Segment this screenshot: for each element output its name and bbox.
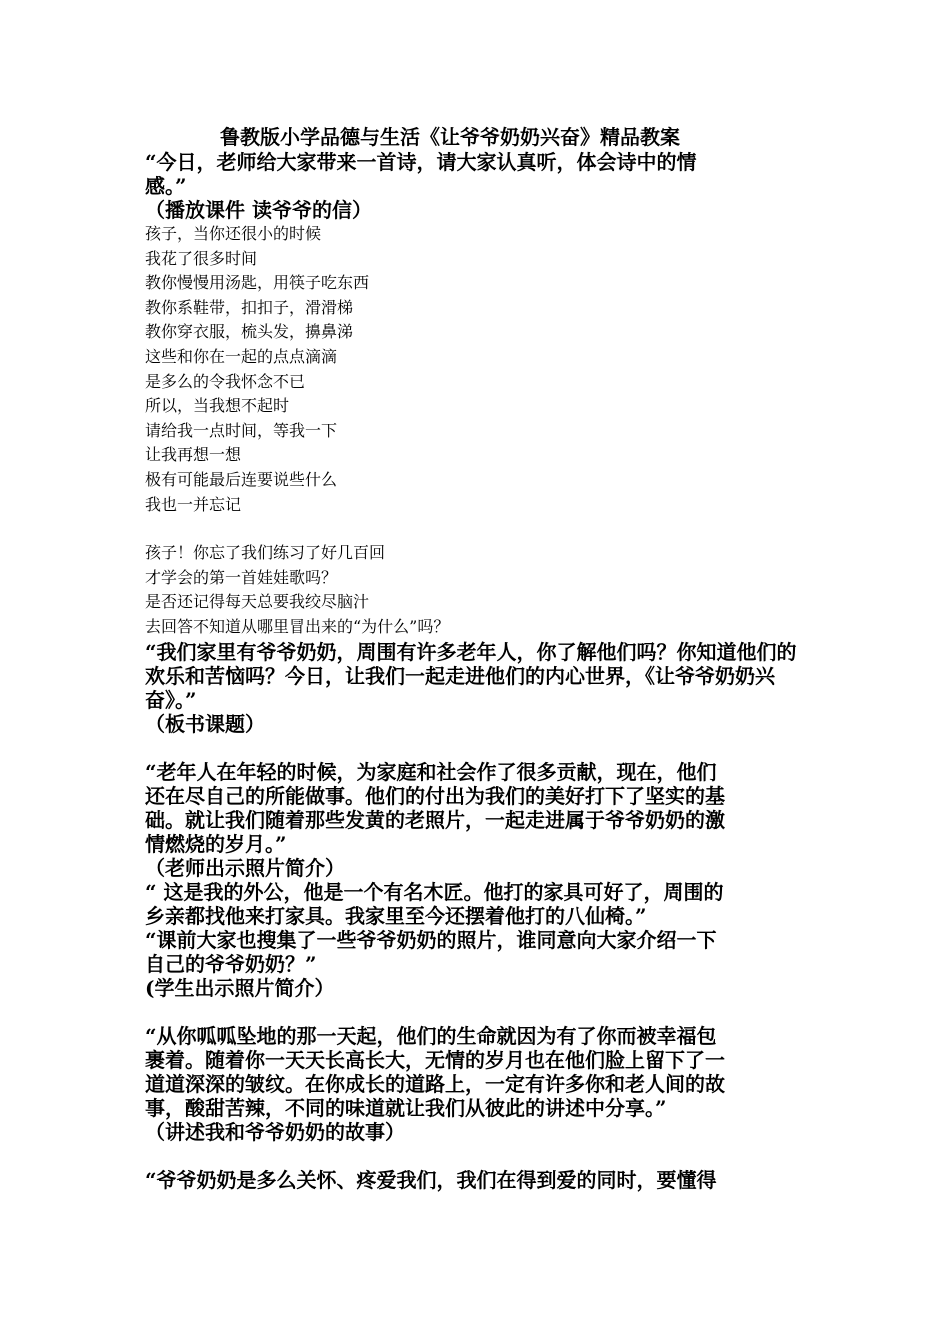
intro-line: “今日，老师给大家带来一首诗，请大家认真听，体会诗中的情 (145, 150, 697, 174)
stage-note: （老师出示照片简介） (145, 855, 345, 880)
blank-line (145, 1144, 905, 1168)
paragraph-line: “课前大家也搜集了一些爷爷奶奶的照片，谁同意向大家介绍一下 (145, 927, 717, 952)
poem-line: 所以，当我想不起时 (145, 396, 290, 416)
paragraph-line: 情燃烧的岁月。” (145, 831, 287, 856)
blank-line (145, 736, 905, 760)
document-page (145, 124, 905, 1192)
stage-note: （板书课题） (145, 711, 265, 736)
intro-note: （播放课件 读爷爷的信） (145, 198, 372, 222)
poem-line: 教你系鞋带，扣扣子，滑滑梯 (145, 297, 354, 317)
poem-line: 才学会的第一首娃娃歌吗？ (145, 567, 338, 587)
paragraph-line: 欢乐和苦恼吗？今日，让我们一起走进他们的内心世界，《让爷爷奶奶兴 (145, 663, 775, 688)
paragraph-line: 事，酸甜苦辣，不同的味道就让我们从彼此的讲述中分享。” (145, 1095, 667, 1120)
paragraph-line: “ 这是我的外公，他是一个有名木匠。他打的家具可好了，周围的 (145, 879, 724, 904)
blank-line (145, 517, 905, 541)
poem-line: 我也一并忘记 (145, 494, 242, 514)
poem-line: 这些和你在一起的点点滴滴 (145, 346, 338, 366)
poem-line: 极有可能最后连要说些什么 (145, 469, 338, 489)
document-title: 鲁教版小学品德与生活《让爷爷奶奶兴奋》精品教案 (220, 125, 680, 149)
paragraph-line: 础。就让我们随着那些发黄的老照片，一起走进属于爷爷奶奶的激 (145, 807, 725, 832)
paragraph-line: 道道深深的皱纹。在你成长的道路上，一定有许多你和老人间的故 (145, 1071, 725, 1096)
stage-note: (学生出示照片简介） (145, 975, 335, 1000)
blank-line (145, 1000, 905, 1024)
poem-line: 是否还记得每天总要我绞尽脑汁 (145, 592, 370, 612)
poem-line: 我花了很多时间 (145, 248, 258, 268)
poem-line: 去回答不知道从哪里冒出来的“为什么”吗？ (145, 616, 450, 636)
poem-line: 孩子！你忘了我们练习了好几百回 (145, 543, 386, 563)
paragraph-line: “从你呱呱坠地的那一天起，他们的生命就因为有了你而被幸福包 (145, 1023, 717, 1048)
poem-line: 是多么的令我怀念不已 (145, 371, 306, 391)
paragraph-line: 奋》。” (145, 687, 197, 712)
poem-line: 请给我一点时间，等我一下 (145, 420, 338, 440)
paragraph-line: “爷爷奶奶是多么关怀、疼爱我们，我们在得到爱的同时，要懂得 (145, 1167, 717, 1192)
paragraph-line: 乡亲都找他来打家具。我家里至今还摆着他打的八仙椅。” (145, 903, 647, 928)
poem-line: 让我再想一想 (145, 445, 242, 465)
paragraph-line: “我们家里有爷爷奶奶，周围有许多老年人，你了解他们吗？你知道他们的 (145, 639, 797, 664)
poem-line: 教你穿衣服，梳头发，擤鼻涕 (145, 322, 354, 342)
stage-note: （讲述我和爷爷奶奶的故事） (145, 1119, 405, 1144)
paragraph-line: 裹着。随着你一天天长高长大，无情的岁月也在他们脸上留下了一 (145, 1047, 725, 1072)
paragraph-line: 还在尽自己的所能做事。他们的付出为我们的美好打下了坚实的基 (145, 783, 725, 808)
intro-line: 感。” (145, 174, 187, 198)
poem-line: 教你慢慢用汤匙，用筷子吃东西 (145, 273, 370, 293)
poem-line: 孩子，当你还很小的时候 (145, 224, 322, 243)
paragraph-line: “老年人在年轻的时候，为家庭和社会作了很多贡献，现在，他们 (145, 759, 717, 784)
paragraph-line: 自己的爷爷奶奶？” (145, 951, 317, 976)
